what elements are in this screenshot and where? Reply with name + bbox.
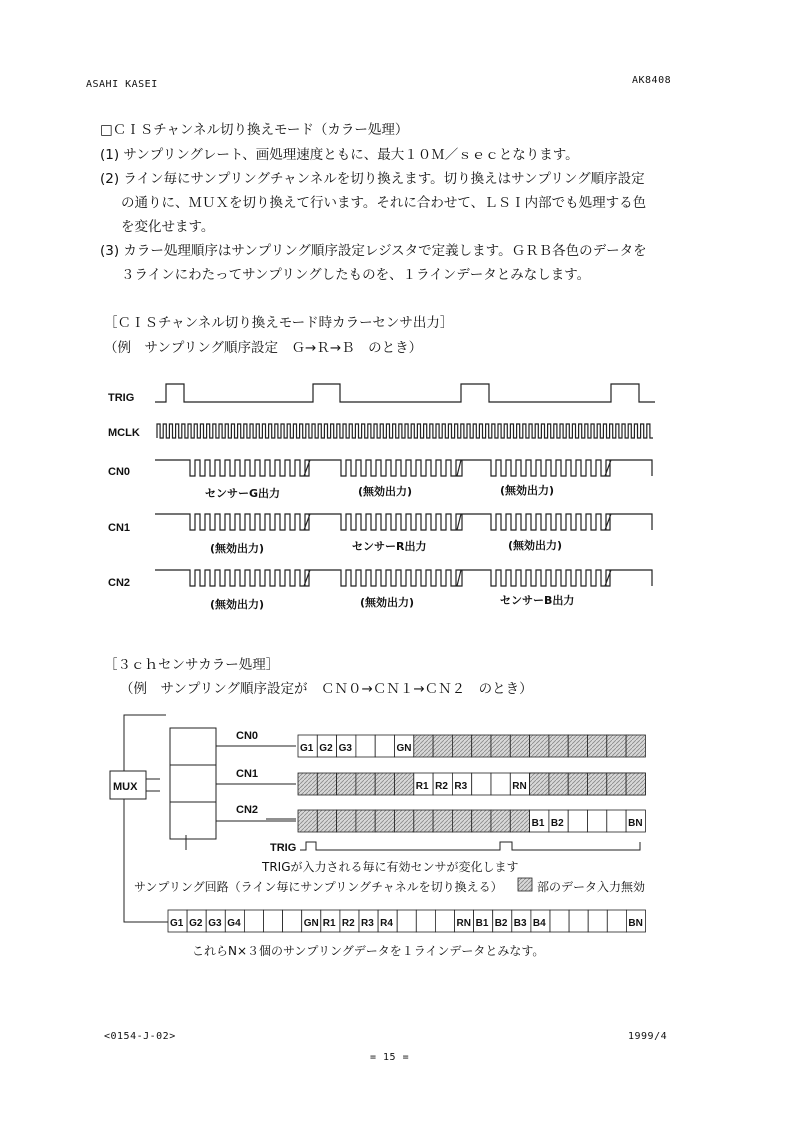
cn1-wave (155, 514, 652, 530)
output-cell-label: R1 (322, 918, 336, 929)
cn0-wave (155, 460, 652, 476)
cn0-cell (414, 735, 433, 757)
cn2-cell-label: BN (628, 818, 643, 829)
cn0-cell (607, 735, 626, 757)
output-cell-label: B1 (475, 918, 489, 929)
cn1-cell (472, 773, 491, 795)
output-cell-label: GN (303, 918, 319, 929)
cn2-cell (414, 810, 433, 832)
trig-label: TRIG (108, 392, 135, 404)
cn0-cell (588, 735, 607, 757)
ch3-example: （例 サンプリング順序設定が ＣＮ０→ＣＮ１→ＣＮ２ のとき） (120, 681, 533, 697)
cn2-cell (472, 810, 491, 832)
cn1-cell-label: R3 (454, 781, 468, 792)
cn1-cell (549, 773, 568, 795)
output-cell-label: B4 (532, 918, 546, 929)
cn2-wave (155, 570, 652, 586)
cn1-label-1: (無効出力) (210, 542, 265, 555)
cn2-cell (317, 810, 336, 832)
cn2-cell (568, 810, 587, 832)
cn1-label-2: センサーR出力 (352, 540, 427, 553)
output-cell-label: G4 (227, 918, 241, 929)
cn2-cell-label: B2 (550, 818, 564, 829)
cn1-cell (356, 773, 375, 795)
cn2-cell (452, 810, 471, 832)
cn0-cell (626, 735, 645, 757)
timing-example: （例 サンプリング順序設定 Ｇ→Ｒ→Ｂ のとき） (104, 340, 423, 356)
output-cell-label: BN (628, 918, 643, 929)
page-number: = 15 = (370, 1052, 410, 1063)
output-cell-label: G3 (208, 918, 222, 929)
ch3-title: ［３ｃｈセンサカラー処理］ (104, 657, 280, 673)
cn2-cell (491, 810, 510, 832)
cn1-cell (530, 773, 549, 795)
cn0-cell-label: G2 (319, 743, 333, 754)
item-2: (2) ライン毎にサンプリングチャンネルを切り換えます。切り換えはサンプリング順序設定 (100, 171, 645, 187)
cn0-label-1: センサーG出力 (205, 487, 281, 500)
output-cell-label: B2 (494, 918, 508, 929)
cn2-label-3: センサーB出力 (500, 594, 575, 607)
note-trig: TRIGが入力される毎に有効センサが変化します (262, 860, 519, 874)
cn1-cell (588, 773, 607, 795)
mclk-label: MCLK (108, 427, 140, 439)
mclk-wave (157, 424, 653, 438)
cn0-label-3: (無効出力) (500, 484, 555, 497)
output-cell-label: R4 (380, 918, 393, 929)
cn0-cell (549, 735, 568, 757)
cn0-label: CN0 (108, 466, 131, 478)
ch-label-cn2: CN2 (236, 804, 259, 816)
cn1-cell (317, 773, 336, 795)
legend-hatch (518, 878, 532, 891)
ch-label-cn1: CN1 (236, 768, 259, 780)
output-cell (416, 910, 435, 932)
cn1-cell (395, 773, 414, 795)
cn2-label: CN2 (108, 577, 131, 589)
cn1-cell (298, 773, 317, 795)
date: 1999/4 (628, 1031, 668, 1042)
cn0-cell (568, 735, 587, 757)
footer-note: これらN×３個のサンプリングデータを１ラインデータとみなす。 (192, 944, 545, 958)
output-cell-label: G2 (189, 918, 203, 929)
cn0-cell (356, 735, 375, 757)
cn1-label: CN1 (108, 522, 131, 534)
doc-code: <0154-J-02> (104, 1031, 176, 1042)
cn2-cell (395, 810, 414, 832)
cn2-cell-label: B1 (531, 818, 545, 829)
cn1-cell (375, 773, 394, 795)
cn0-label-2: (無効出力) (358, 485, 413, 498)
cn2-row (298, 810, 645, 832)
cn0-row (298, 735, 645, 757)
output-cell-label: R2 (341, 918, 355, 929)
cn0-cell-label: G3 (338, 743, 352, 754)
cn1-cell (568, 773, 587, 795)
cn1-cell (607, 773, 626, 795)
cn1-cell-label: R1 (415, 781, 429, 792)
item-1: (1) サンプリングレート、画処理速度ともに、最大１０Ｍ／ｓｅｃとなります。 (100, 147, 579, 163)
cn1-row (298, 773, 645, 795)
cn2-label-1: (無効出力) (210, 598, 265, 611)
cn1-cell (337, 773, 356, 795)
mux-label: MUX (113, 781, 138, 793)
cn1-cell-label: RN (512, 781, 527, 792)
note-sampling: サンプリング回路（ライン毎にサンプリングチャネルを切り換える） (134, 880, 503, 894)
sensor-box-0 (170, 728, 216, 765)
cn2-cell (356, 810, 375, 832)
cn1-cell (626, 773, 645, 795)
company-name: ASAHI KASEI (86, 79, 158, 90)
ch3-trig-label: TRIG (270, 842, 297, 854)
cn1-cell-label: R2 (435, 781, 448, 792)
item-3: (3) カラー処理順序はサンプリング順序設定レジスタで定義します。ＧＲＢ各色のデータを (100, 243, 647, 259)
output-cell (435, 910, 454, 932)
output-cell-label: RN (456, 918, 471, 929)
cn2-cell (510, 810, 529, 832)
cn2-cell (298, 810, 317, 832)
cn1-label-3: (無効出力) (508, 539, 563, 552)
part-number: AK8408 (632, 75, 672, 86)
cn0-cell-label: G1 (300, 743, 314, 754)
cn1-cell (491, 773, 510, 795)
cn0-cell (530, 735, 549, 757)
item-3-cont: ３ラインにわたってサンプリングしたものを、１ラインデータとみなします。 (121, 267, 591, 283)
cn0-cell (510, 735, 529, 757)
section-heading: □ＣＩＳチャンネル切り換えモード（カラー処理） (100, 122, 409, 138)
cn0-cell (472, 735, 491, 757)
legend-text: 部のデータ入力無効 (537, 880, 646, 894)
cn2-label-2: (無効出力) (360, 596, 415, 609)
trig-wave (155, 384, 655, 402)
cn2-cell (588, 810, 607, 832)
cn0-cell (491, 735, 510, 757)
output-cell (397, 910, 416, 932)
output-cell (569, 910, 588, 932)
output-cell (588, 910, 607, 932)
output-cell (264, 910, 283, 932)
cn2-cell (433, 810, 452, 832)
cn0-cell (433, 735, 452, 757)
ch-label-cn0: CN0 (236, 730, 259, 742)
timing-title: ［ＣＩＳチャンネル切り換えモード時カラーセンサ出力］ (104, 315, 454, 331)
item-2-cont: の通りに、ＭＵＸを切り換えて行います。それに合わせて、ＬＳＩ内部でも処理する色 (121, 195, 647, 211)
output-cell-label: B3 (513, 918, 527, 929)
ch3-diagram (0, 700, 793, 960)
output-cell (244, 910, 263, 932)
output-row (168, 910, 646, 932)
cn2-cell (337, 810, 356, 832)
cn2-cell (375, 810, 394, 832)
output-cell (607, 910, 626, 932)
output-cell (550, 910, 569, 932)
item-2-cont2: を変化せます。 (121, 219, 215, 235)
cn2-cell (607, 810, 626, 832)
sensor-box-1 (170, 765, 216, 802)
sensor-box-2 (170, 802, 216, 839)
output-cell-label: R3 (361, 918, 374, 929)
cn0-cell (375, 735, 394, 757)
output-cell (283, 910, 302, 932)
cn0-cell-label: GN (396, 743, 412, 754)
output-cell-label: G1 (170, 918, 184, 929)
cn0-cell (452, 735, 471, 757)
